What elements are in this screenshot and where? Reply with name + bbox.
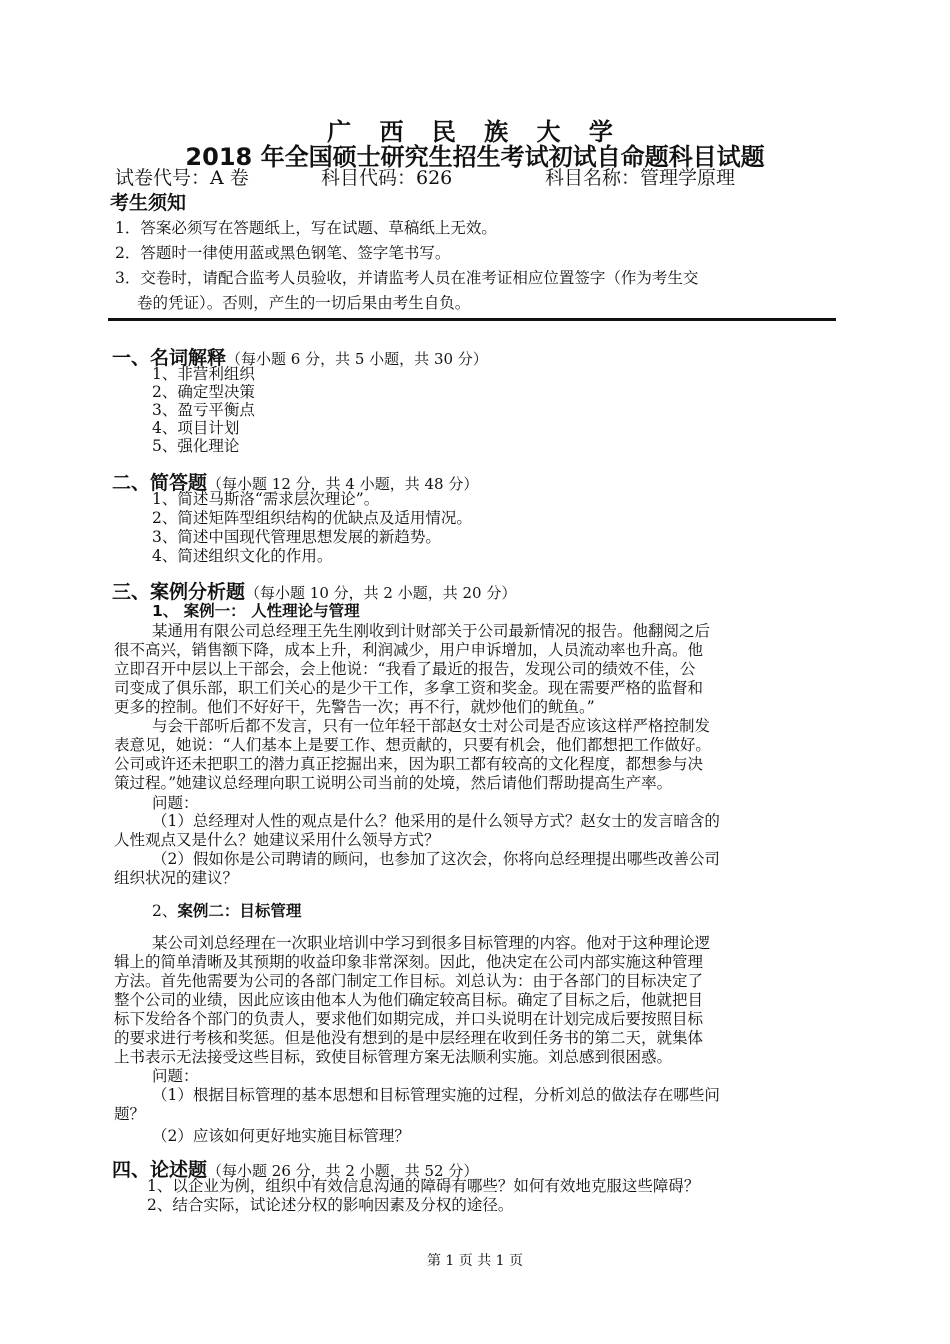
notice-item: 1．答案必须写在答题纸上，写在试题、草稿纸上无效。 (115, 219, 497, 237)
subject-code: 科目代码：626 (321, 167, 453, 189)
case-line: 上书表示无法接受这些目标，致使目标管理方案无法顺利实施。刘总感到很困惑。 (114, 1048, 673, 1066)
divider-rule (108, 318, 836, 321)
case-line: 整个公司的业绩，因此应该由他本人为他们确定较高目标。确定了目标之后，他就把目 (114, 991, 704, 1009)
list-item: 1、简述马斯洛“需求层次理论”。 (152, 490, 380, 508)
section-title: 四、论述题 (112, 1159, 208, 1181)
case-line: （2）应该如何更好地实施目标管理？ (152, 1127, 410, 1145)
notice-item: 3．交卷时，请配合监考人员验收，并请监考人员在准考证相应位置签字（作为考生交 (115, 269, 699, 287)
case-line: 与会干部听后都不发言，只有一位年轻干部赵女士对公司是否应该这样严格控制发 (152, 717, 711, 735)
case-line: （2）假如你是公司聘请的顾问，也参加了这次会，你将向总经理提出哪些改善公司 (152, 850, 720, 868)
university-name: 广 西 民 族 大 学 (327, 118, 623, 146)
exam-title: 2018 年全国硕士研究生招生考试初试自命题科目试题 (185, 143, 765, 171)
list-item: 1、以企业为例，组织中有效信息沟通的障碍有哪些？如何有效地克服这些障碍？ (147, 1177, 700, 1195)
notice-heading: 考生须知 (110, 192, 187, 214)
question-label: 问题： (152, 794, 199, 812)
case-line: 策过程。”她建议总经理向职工说明公司当前的处境，然后请他们帮助提高生产率。 (114, 774, 673, 792)
case-line: 很不高兴，销售额下降，成本上升，利润减少，用户申诉增加，人员流动率也升高。他 (114, 641, 704, 659)
section-note: （每小题 26 分，共 2 小题，共 52 分） (207, 1162, 479, 1180)
case-line: 辑上的简单清晰及其预期的收益印象非常深刻。因此，他决定在公司内部实施这种管理 (114, 953, 704, 971)
case-line: 人性观点又是什么？她建议采用什么领导方式？ (114, 831, 440, 849)
notice-item: 卷的凭证）。否则，产生的一切后果由考生自负。 (137, 294, 471, 312)
list-item: 3、简述中国现代管理思想发展的新趋势。 (152, 528, 441, 546)
case-line: 更多的控制。他们不好好干，先警告一次；再不行，就炒他们的鱿鱼。” (114, 698, 595, 716)
case-line: 标下发给各个部门的负责人，要求他们如期完成，并口头说明在计划完成后要按照目标 (114, 1010, 704, 1028)
list-item: 2、结合实际，试论述分权的影响因素及分权的途径。 (147, 1196, 514, 1214)
list-item: 5、强化理论 (152, 437, 240, 455)
section-title: 三、案例分析题 (112, 581, 246, 603)
case-line: （1）总经理对人性的观点是什么？他采用的是什么领导方式？赵女士的发言暗含的 (152, 812, 720, 830)
subject-name: 科目名称：管理学原理 (545, 167, 736, 189)
case-line: 某通用有限公司总经理王先生刚收到计财部关于公司最新情况的报告。他翻阅之后 (152, 622, 711, 640)
case-line: 司变成了俱乐部，职工们关心的是少干工作，多拿工资和奖金。现在需要严格的监督和 (114, 679, 704, 697)
case-line: 题？ (114, 1105, 146, 1123)
question-label: 问题： (152, 1067, 199, 1085)
case-line: （1）根据目标管理的基本思想和目标管理实施的过程，分析刘总的做法存在哪些问 (152, 1086, 720, 1104)
case-line: 的要求进行考核和奖惩。但是他没有想到的是中层经理在收到任务书的第二天，就集体 (114, 1029, 704, 1047)
list-item: 4、简述组织文化的作用。 (152, 547, 333, 565)
case2-number: 2、 (152, 902, 178, 920)
section-heading (112, 577, 516, 604)
list-item: 4、项目计划 (152, 419, 240, 437)
case-line: 立即召开中层以上干部会，会上他说：“我看了最近的报告，发现公司的绩效不佳，公 (114, 660, 696, 678)
section-note: （每小题 10 分，共 2 小题，共 20 分） (245, 584, 517, 602)
case-line: 某公司刘总经理在一次职业培训中学习到很多目标管理的内容。他对于这种理论逻 (152, 934, 711, 952)
list-item: 3、盈亏平衡点 (152, 401, 255, 419)
case2-title: 案例二：目标管理 (177, 902, 302, 920)
section-note: （每小题 12 分，共 4 小题，共 48 分） (207, 475, 479, 493)
section-title: 一、名词解释 (112, 347, 227, 369)
case-line: 方法。首先他需要为公司的各部门制定工作目标。刘总认为：由于各部门的目标决定了 (114, 972, 704, 990)
section-title: 二、简答题 (112, 472, 208, 494)
notice-item: 2．答题时一律使用蓝或黑色钢笔、签字笔书写。 (115, 244, 451, 262)
case-line: 表意见，她说：“人们基本上是要工作、想贡献的，只要有机会，他们都想把工作做好。 (114, 736, 711, 754)
page-number: 第 1 页 共 1 页 (426, 1253, 524, 1269)
list-item: 2、简述矩阵型组织结构的优缺点及适用情况。 (152, 509, 472, 527)
case1-heading: 1、 案例一： 人性理论与管理 (152, 602, 360, 620)
section-note: （每小题 6 分，共 5 小题，共 30 分） (226, 350, 488, 368)
list-item: 1、非营利组织 (152, 365, 255, 383)
case-line: 公司或许还未把职工的潜力真正挖掘出来，因为职工都有较高的文化程度，都想参与决 (114, 755, 704, 773)
case2-heading (152, 902, 301, 920)
list-item: 2、确定型决策 (152, 383, 255, 401)
paper-code: 试卷代号：A 卷 (115, 167, 249, 189)
case-line: 组织状况的建议？ (114, 869, 239, 887)
